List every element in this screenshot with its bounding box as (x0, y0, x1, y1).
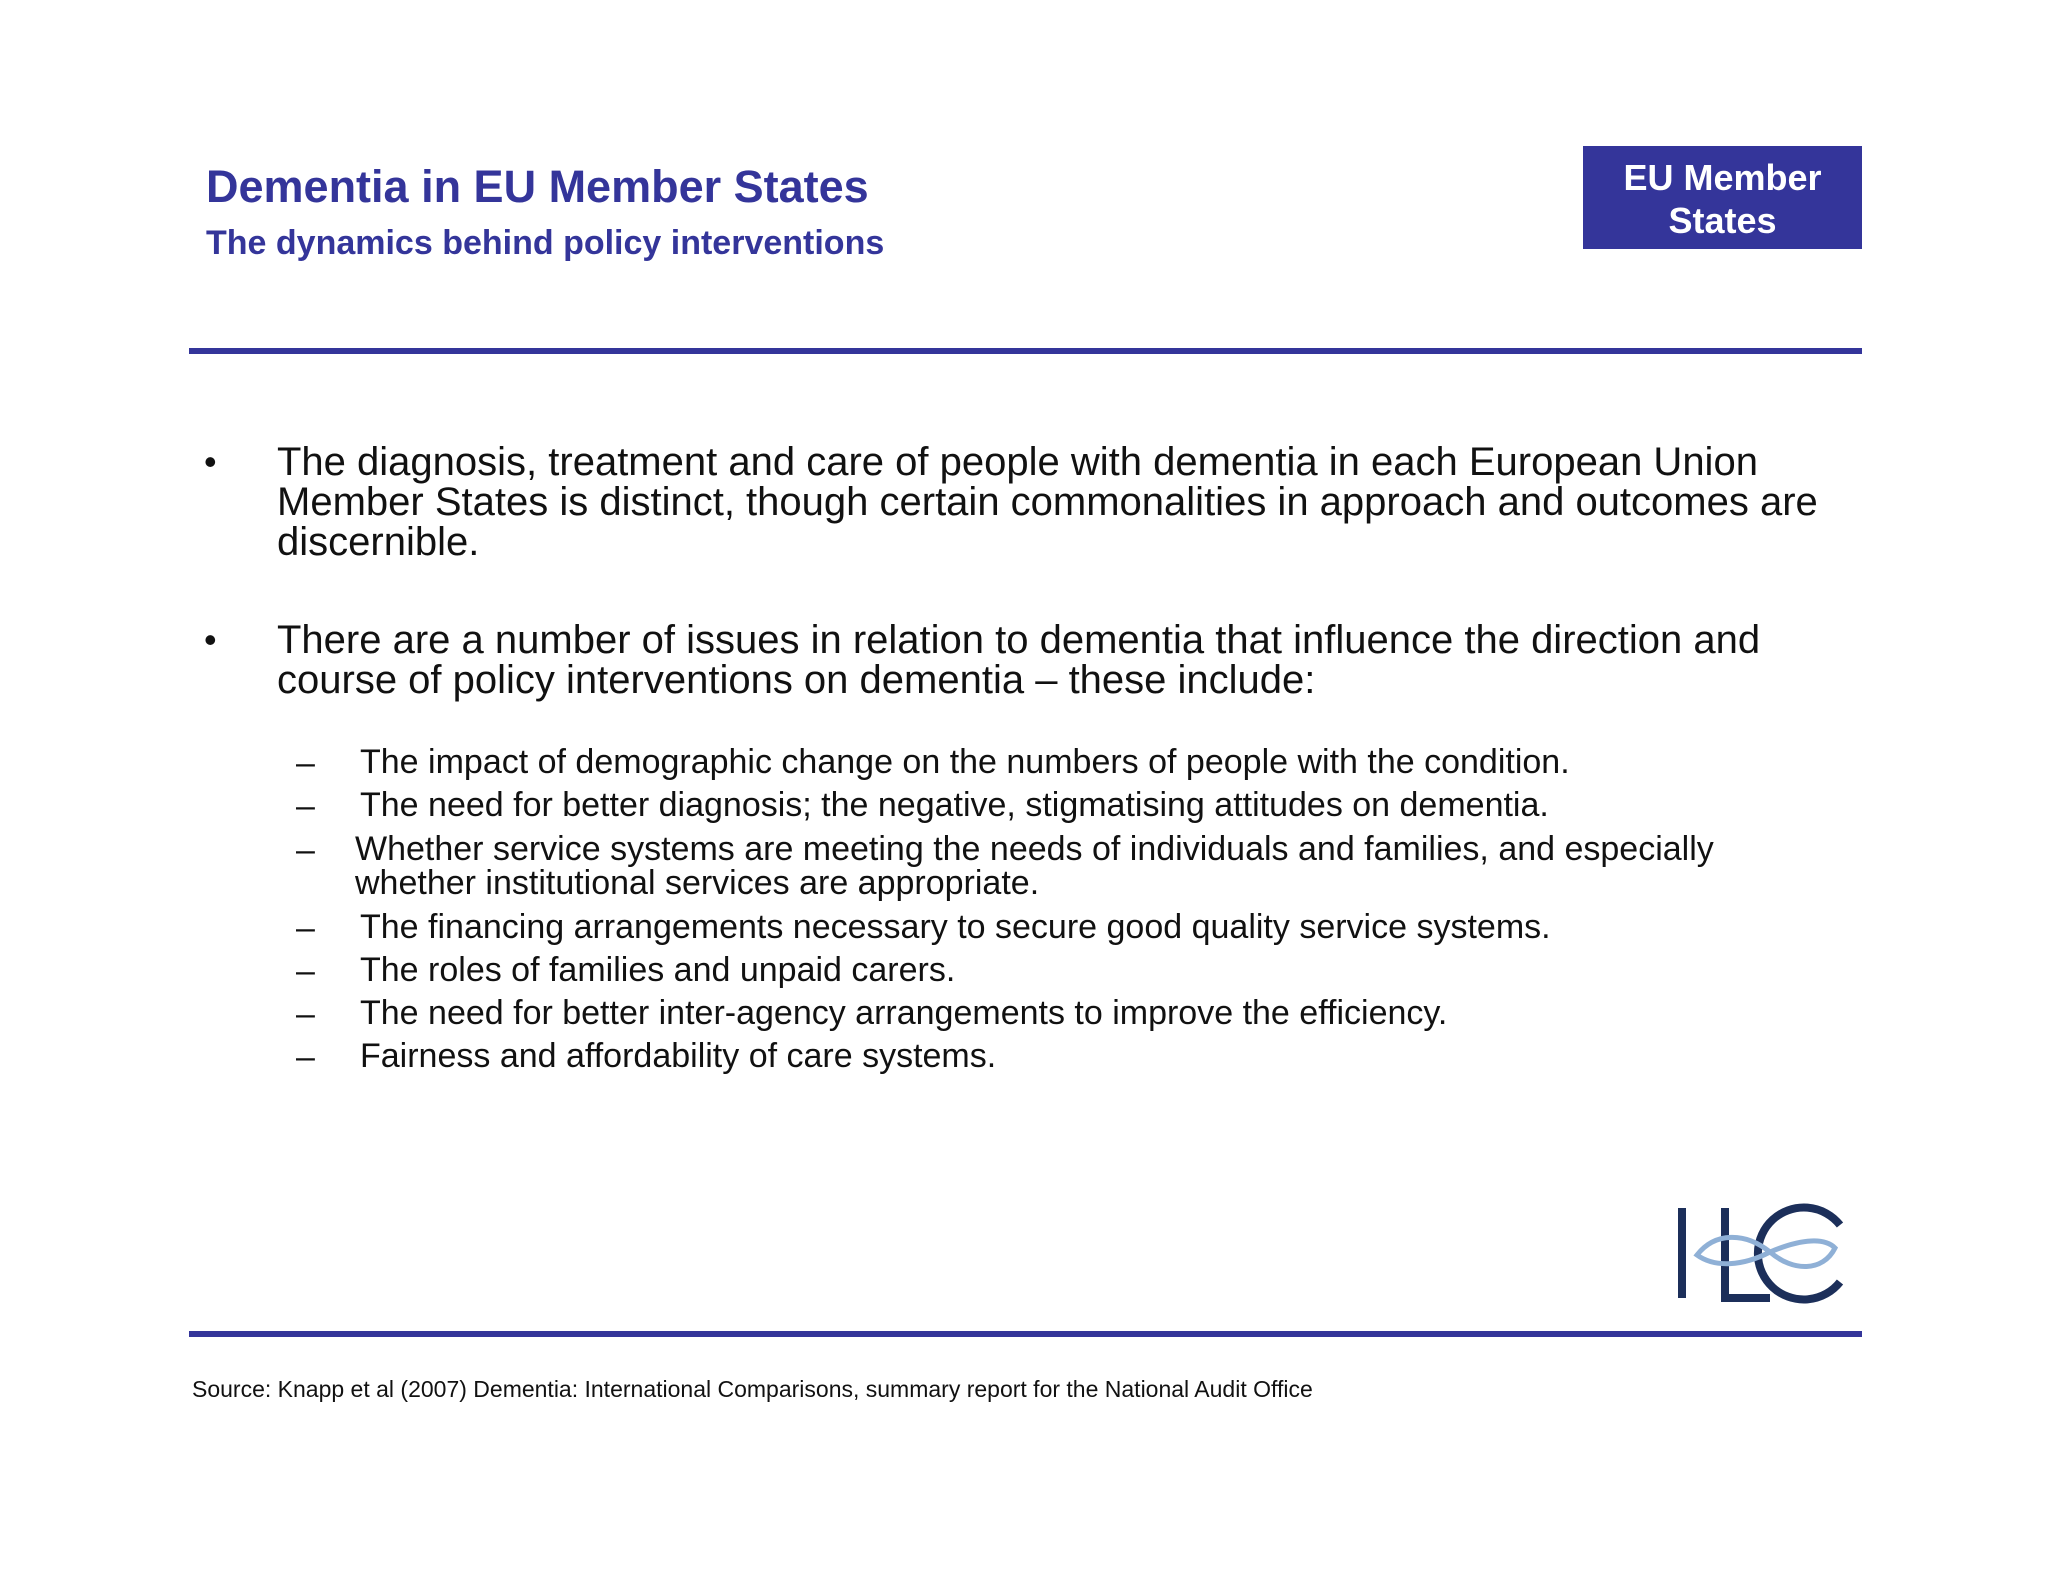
source-citation: Source: Knapp et al (2007) Dementia: International Comparisons, summary report for the National Audit Office (192, 1376, 1313, 1402)
sub-item-text: The need for better inter-agency arrangements to improve the efficiency. (360, 994, 1448, 1032)
sub-item-text: Fairness and affordability of care systems. (360, 1037, 997, 1075)
dash-symbol: – (296, 744, 315, 782)
top-divider (189, 348, 1862, 354)
dash-symbol: – (296, 831, 315, 869)
sub-item-text: Whether service systems are meeting the needs of individuals and families, and especially whether institutional services are appropriate. (355, 830, 1714, 902)
bullet-symbol: • (204, 619, 217, 660)
bullet-symbol: • (204, 441, 217, 482)
sub-item-text: The financing arrangements necessary to secure good quality service systems. (360, 908, 1551, 946)
dash-symbol: – (296, 952, 315, 990)
dash-symbol: – (296, 1038, 315, 1076)
page-subtitle: The dynamics behind policy interventions (206, 224, 885, 262)
sub-item-text: The roles of families and unpaid carers. (360, 951, 956, 989)
sub-item-text: The impact of demographic change on the numbers of people with the condition. (360, 743, 1570, 781)
dash-symbol: – (296, 995, 315, 1033)
badge-line-1: EU Member (1623, 157, 1822, 198)
bottom-divider (189, 1331, 1862, 1337)
bullet-text: The diagnosis, treatment and care of people with dementia in each European Union Member States is distinct, though certain commonalities in approach and outcomes are discernible. (277, 440, 1818, 564)
bullet-text: There are a number of issues in relation to dementia that influence the direction and course of policy interventions on dementia – these include: (277, 618, 1761, 702)
ilc-logo (1675, 1200, 1845, 1305)
dash-symbol: – (296, 787, 315, 825)
sub-item-text: The need for better diagnosis; the negative, stigmatising attitudes on dementia. (360, 786, 1549, 824)
section-badge (1583, 146, 1862, 249)
page-title: Dementia in EU Member States (206, 161, 869, 212)
dash-symbol: – (296, 909, 315, 947)
badge-line-2: States (1668, 200, 1777, 241)
